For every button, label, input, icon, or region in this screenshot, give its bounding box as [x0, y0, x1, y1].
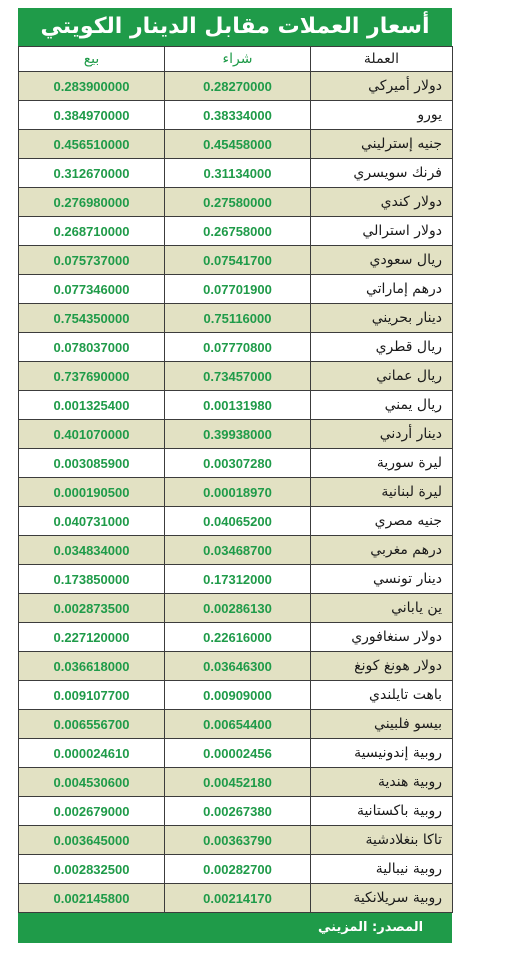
- table-row: [19, 652, 453, 681]
- sell-cell: 0.276980000: [19, 188, 165, 217]
- table-row: [19, 797, 453, 826]
- currency-cell: درهم مغربي: [311, 536, 453, 565]
- sell-cell: 0.000190500: [19, 478, 165, 507]
- table-row: [19, 362, 453, 391]
- buy-cell: 0.00286130: [165, 594, 311, 623]
- table-row: [19, 159, 453, 188]
- currency-cell: روبية باكستانية: [311, 797, 453, 826]
- sell-cell: 0.001325400: [19, 391, 165, 420]
- buy-cell: 0.45458000: [165, 130, 311, 159]
- currency-cell: درهم إماراتي: [311, 275, 453, 304]
- header-sell: بيع: [19, 47, 165, 72]
- currency-cell: روبية هندية: [311, 768, 453, 797]
- sell-cell: 0.312670000: [19, 159, 165, 188]
- sell-cell: 0.078037000: [19, 333, 165, 362]
- currency-cell: ليرة سورية: [311, 449, 453, 478]
- sell-cell: 0.283900000: [19, 72, 165, 101]
- header-buy: شراء: [165, 47, 311, 72]
- buy-cell: 0.00307280: [165, 449, 311, 478]
- buy-cell: 0.75116000: [165, 304, 311, 333]
- currency-cell: تاكا بنغلادشية: [311, 826, 453, 855]
- currency-cell: روبية سريلانكية: [311, 884, 453, 913]
- table-row: [19, 304, 453, 333]
- table-row: [19, 739, 453, 768]
- buy-cell: 0.00267380: [165, 797, 311, 826]
- currency-cell: فرنك سويسري: [311, 159, 453, 188]
- sell-cell: 0.456510000: [19, 130, 165, 159]
- sell-cell: 0.077346000: [19, 275, 165, 304]
- sell-cell: 0.384970000: [19, 101, 165, 130]
- table-row: [19, 391, 453, 420]
- currency-cell: ريال عماني: [311, 362, 453, 391]
- currency-cell: دينار تونسي: [311, 565, 453, 594]
- buy-cell: 0.00452180: [165, 768, 311, 797]
- table-row: [19, 565, 453, 594]
- currency-cell: جنيه مصري: [311, 507, 453, 536]
- currency-cell: بيسو فلبيني: [311, 710, 453, 739]
- currency-cell: دولار سنغافوري: [311, 623, 453, 652]
- source-footer: [18, 913, 452, 943]
- currency-cell: جنيه إسترليني: [311, 130, 453, 159]
- buy-cell: 0.00214170: [165, 884, 311, 913]
- buy-cell: 0.00909000: [165, 681, 311, 710]
- currency-cell: دولار كندي: [311, 188, 453, 217]
- table-row: [19, 855, 453, 884]
- currency-cell: دينار بحريني: [311, 304, 453, 333]
- table-row: [19, 72, 453, 101]
- sell-cell: 0.737690000: [19, 362, 165, 391]
- buy-cell: 0.03468700: [165, 536, 311, 565]
- table-row: [19, 101, 453, 130]
- table-row: [19, 826, 453, 855]
- table-header-row: [19, 47, 453, 72]
- buy-cell: 0.73457000: [165, 362, 311, 391]
- sell-cell: 0.036618000: [19, 652, 165, 681]
- header-currency: العملة: [311, 47, 453, 72]
- sell-cell: 0.002832500: [19, 855, 165, 884]
- table-row: [19, 333, 453, 362]
- buy-cell: 0.28270000: [165, 72, 311, 101]
- sell-cell: 0.002679000: [19, 797, 165, 826]
- table-row: [19, 217, 453, 246]
- buy-cell: 0.00654400: [165, 710, 311, 739]
- sell-cell: 0.003645000: [19, 826, 165, 855]
- table-row: [19, 884, 453, 913]
- currency-cell: ريال يمني: [311, 391, 453, 420]
- sell-cell: 0.754350000: [19, 304, 165, 333]
- table-row: [19, 623, 453, 652]
- buy-cell: 0.22616000: [165, 623, 311, 652]
- currency-cell: دينار أردني: [311, 420, 453, 449]
- table-row: [19, 594, 453, 623]
- source-text: المصدر: المزيني: [318, 920, 424, 935]
- table-title: أسعار العملات مقابل الدينار الكويتي: [18, 8, 452, 46]
- table-row: [19, 130, 453, 159]
- currency-cell: باهت تايلندي: [311, 681, 453, 710]
- buy-cell: 0.04065200: [165, 507, 311, 536]
- buy-cell: 0.07541700: [165, 246, 311, 275]
- exchange-rates-table: [18, 46, 453, 913]
- currency-cell: دولار أميركي: [311, 72, 453, 101]
- table-row: [19, 478, 453, 507]
- sell-cell: 0.075737000: [19, 246, 165, 275]
- buy-cell: 0.39938000: [165, 420, 311, 449]
- buy-cell: 0.00002456: [165, 739, 311, 768]
- table-row: [19, 768, 453, 797]
- sell-cell: 0.034834000: [19, 536, 165, 565]
- sell-cell: 0.268710000: [19, 217, 165, 246]
- buy-cell: 0.07770800: [165, 333, 311, 362]
- buy-cell: 0.00131980: [165, 391, 311, 420]
- sell-cell: 0.003085900: [19, 449, 165, 478]
- sell-cell: 0.000024610: [19, 739, 165, 768]
- table-row: [19, 246, 453, 275]
- currency-cell: ريال سعودي: [311, 246, 453, 275]
- buy-cell: 0.00018970: [165, 478, 311, 507]
- currency-cell: ريال قطري: [311, 333, 453, 362]
- sell-cell: 0.401070000: [19, 420, 165, 449]
- sell-cell: 0.040731000: [19, 507, 165, 536]
- table-row: [19, 420, 453, 449]
- sell-cell: 0.227120000: [19, 623, 165, 652]
- buy-cell: 0.03646300: [165, 652, 311, 681]
- sell-cell: 0.173850000: [19, 565, 165, 594]
- table-row: [19, 536, 453, 565]
- sell-cell: 0.002145800: [19, 884, 165, 913]
- buy-cell: 0.38334000: [165, 101, 311, 130]
- buy-cell: 0.07701900: [165, 275, 311, 304]
- buy-cell: 0.17312000: [165, 565, 311, 594]
- buy-cell: 0.31134000: [165, 159, 311, 188]
- currency-cell: دولار هونغ كونغ: [311, 652, 453, 681]
- sell-cell: 0.006556700: [19, 710, 165, 739]
- buy-cell: 0.00363790: [165, 826, 311, 855]
- buy-cell: 0.00282700: [165, 855, 311, 884]
- sell-cell: 0.009107700: [19, 681, 165, 710]
- table-row: [19, 275, 453, 304]
- currency-cell: دولار استرالي: [311, 217, 453, 246]
- sell-cell: 0.004530600: [19, 768, 165, 797]
- sell-cell: 0.002873500: [19, 594, 165, 623]
- currency-cell: روبية نيبالية: [311, 855, 453, 884]
- exchange-rates-card: [18, 8, 452, 940]
- table-row: [19, 710, 453, 739]
- table-row: [19, 449, 453, 478]
- buy-cell: 0.26758000: [165, 217, 311, 246]
- table-body: [19, 72, 453, 913]
- currency-cell: روبية إندونيسية: [311, 739, 453, 768]
- table-row: [19, 507, 453, 536]
- table-row: [19, 188, 453, 217]
- currency-cell: ليرة لبنانية: [311, 478, 453, 507]
- currency-cell: ين ياباني: [311, 594, 453, 623]
- buy-cell: 0.27580000: [165, 188, 311, 217]
- table-row: [19, 681, 453, 710]
- currency-cell: يورو: [311, 101, 453, 130]
